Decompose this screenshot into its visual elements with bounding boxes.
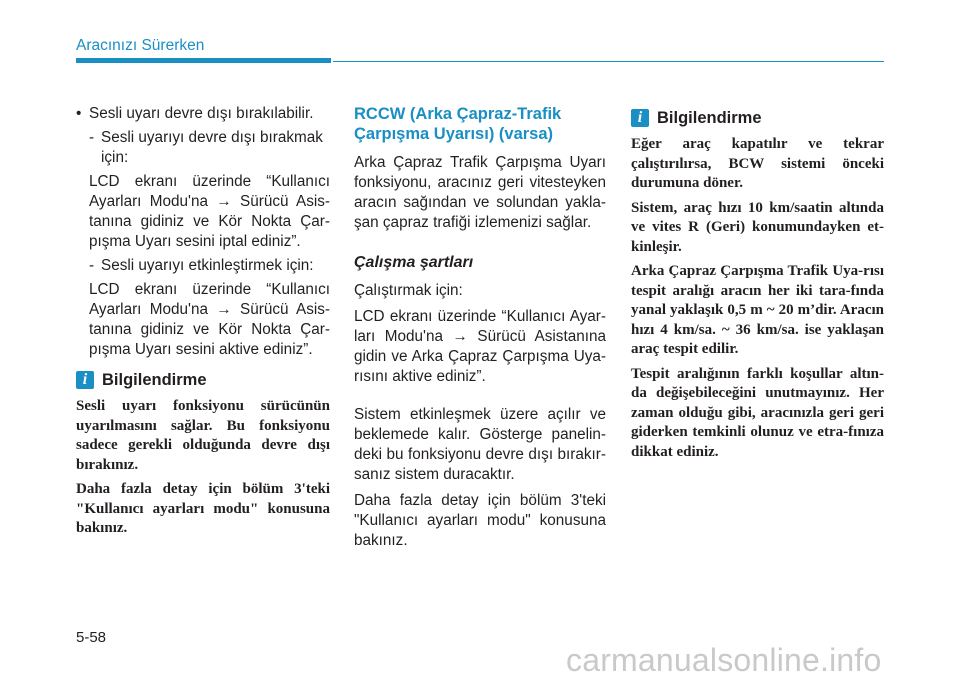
instruction-paragraph: LCD ekranı üzerinde “Kullanıcı Ayarları Modu'na → Sürücü Asis-tanına gidiniz ve Kör Nokta Çar-pışma Uyarı sesini iptal ediniz”.	[89, 173, 330, 250]
activate-paragraph: LCD ekranı üzerinde “Kullanıcı Ayar-ları Modu'na → Sürücü Asistanına gidin ve Arka Çapraz Çarpışma Uya-rısını aktive ediniz”.	[354, 308, 606, 385]
header-rule-thin	[333, 61, 884, 62]
section-title: RCCW (Arka Çapraz-Trafik Çarpışma Uyarısı) (varsa)	[354, 105, 562, 143]
page-number: 5-58	[76, 629, 107, 646]
dash-item: - Sesli uyarıyı devre dışı bırakmak için:	[89, 129, 323, 166]
column-left	[76, 104, 330, 544]
column-middle	[354, 104, 606, 557]
info-icon: i	[631, 109, 649, 127]
instruction-paragraph: LCD ekranı üzerinde “Kullanıcı Ayarları Modu'na → Sürücü Asis-tanına gidiniz ve Kör Nokta Çar-pışma Uyarı sesini aktive ediniz”.	[89, 281, 330, 358]
info-box-body	[631, 135, 884, 462]
section-header-title: Aracınızı Sürerken	[76, 37, 205, 54]
info-box-body	[76, 397, 330, 539]
intro-paragraph: Arka Çapraz Trafik Çarpışma Uyarı fonksiyonu, aracınız geri vitesteyken aracın sağından ve solundan yakla-şan çapraz trafiği izlemenizi sağlar.	[354, 154, 606, 231]
info-box-heading	[76, 370, 330, 390]
dash-mark: -	[89, 257, 95, 274]
bullet-item: • Sesli uyarı devre dışı bırakılabilir.	[76, 105, 314, 122]
info-title: Bilgilendirme	[102, 371, 207, 389]
subsection-title: Çalışma şartları	[354, 254, 474, 271]
info-paragraph: Tespit aralığının farklı koşullar altın-da değişebileceğini unutmayınız. Her zaman olduğu gibi, aracınızla geri geri giderken temkinli olunuz ve etra-fınıza dikkat ediniz.	[631, 365, 884, 460]
info-icon: i	[76, 371, 94, 389]
bullet-dot-icon: •	[76, 105, 82, 122]
info-paragraph: Sistem, araç hızı 10 km/saatin altında ve vites R (Geri) konumundayken et-kinleşir.	[631, 199, 884, 255]
info-title: Bilgilendirme	[657, 109, 762, 127]
info-paragraph: Arka Çapraz Çarpışma Trafik Uya-rısı tespit aralığı aracın her iki tara-fında yanal yaklaşık 0,5 m ~ 20 m’dir. Aracın hızı 4 km/sa. ~ 36 km/sa. ise yaklaşan araç tespit edilir.	[631, 263, 884, 357]
info-paragraph: Eğer araç kapatılır ve tekrar çalıştırılırsa, BCW sistemi önceki durumuna döner.	[631, 136, 884, 191]
system-paragraph: Sistem etkinleşmek üzere açılır ve beklemede kalır. Gösterge panelin-deki bu fonksiyonu devre dışı bırakır-sanız sistem duracaktır.	[354, 406, 606, 483]
info-paragraph: Daha fazla detay için bölüm 3'teki "Kullanıcı ayarları modu" konusuna bakınız.	[76, 481, 330, 536]
dash-item: - Sesli uyarıyı etkinleştirmek için:	[89, 257, 314, 274]
detail-paragraph: Daha fazla detay için bölüm 3'teki "Kullanıcı ayarları modu" konusuna bakınız.	[354, 492, 606, 549]
dash-mark: -	[89, 129, 95, 146]
watermark: carmanualsonline.info	[566, 642, 882, 678]
activate-label: Çalıştırmak için:	[354, 282, 463, 299]
header-rule-thick	[76, 58, 331, 63]
column-right	[631, 104, 884, 467]
info-box-heading	[631, 108, 884, 128]
info-paragraph: Sesli uyarı fonksiyonu sürücünün uyarılmasını sağlar. Bu fonksiyonu sadece gerekli olduğunda devre dışı bırakınız.	[76, 398, 330, 473]
spacer	[354, 393, 606, 405]
